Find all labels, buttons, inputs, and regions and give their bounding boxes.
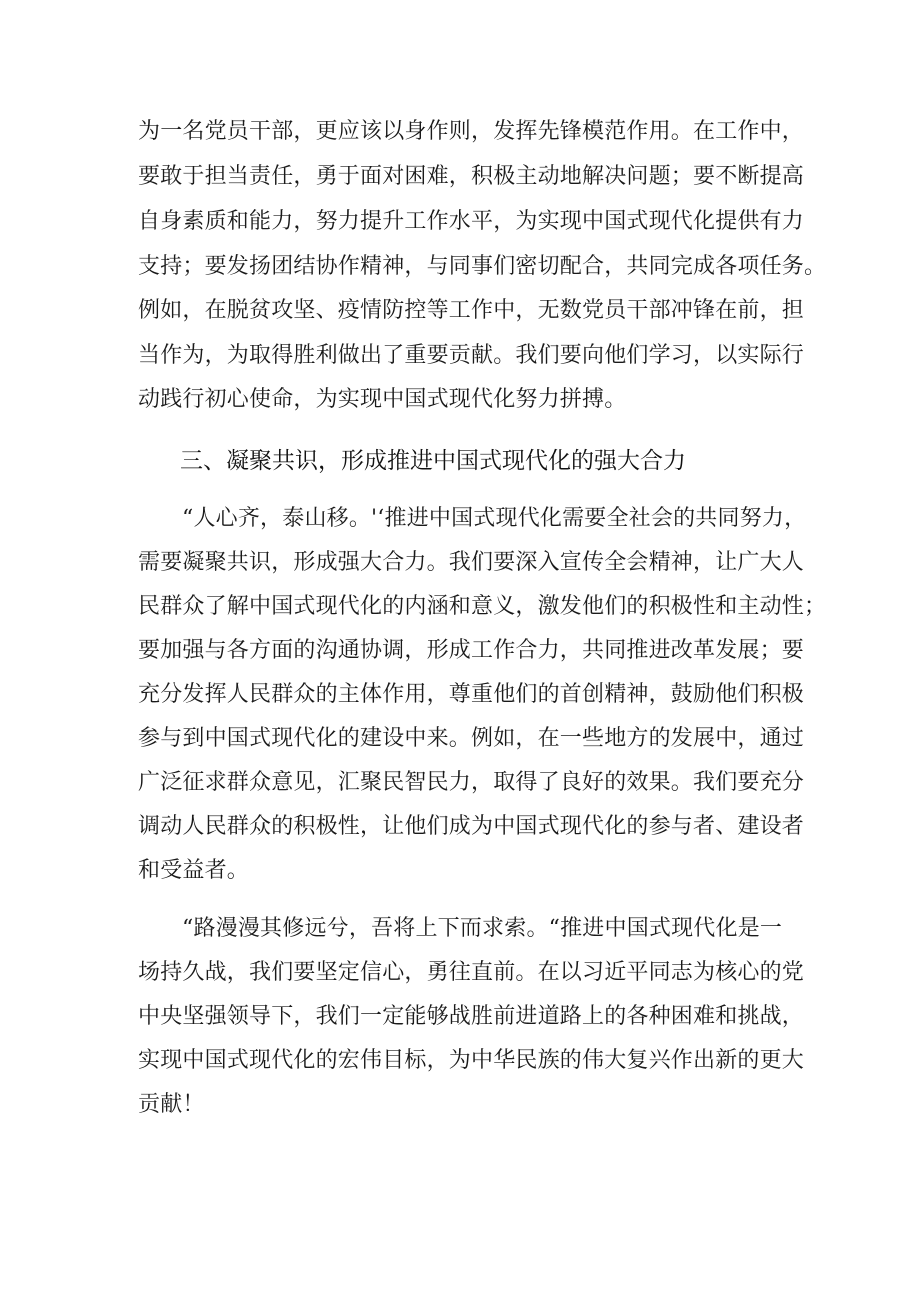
paragraph-line: 自身素质和能力，努力提升工作水平，为实现中国式现代化提供有力: [138, 209, 805, 234]
paragraph-line: 贡献！: [138, 1092, 205, 1117]
paragraph-line: 要加强与各方面的沟通协调，形成工作合力，共同推进改革发展；要: [138, 638, 805, 663]
section-heading: 三、凝聚共识，形成推进中国式现代化的强大合力: [180, 448, 686, 474]
paragraph-line: 当作为，为取得胜利做出了重要贡献。我们要向他们学习，以实际行: [138, 343, 805, 368]
paragraph-line: 支持；要发扬团结协作精神，与同事们密切配合，共同完成各项任务。: [138, 254, 827, 279]
paragraph-line: 为一名党员干部，更应该以身作则，发挥先锋模范作用。在工作中，: [138, 119, 805, 144]
paragraph-line: 调动人民群众的积极性，让他们成为中国式现代化的参与者、建设者: [138, 814, 805, 839]
paragraph-line: 充分发挥人民群众的主体作用，尊重他们的首创精神，鼓励他们积极: [138, 682, 805, 707]
paragraph-line: 实现中国式现代化的宏伟目标，为中华民族的伟大复兴作出新的更大: [138, 1048, 805, 1073]
paragraph-line: 广泛征求群众意见，汇聚民智民力，取得了良好的效果。我们要充分: [138, 770, 805, 795]
paragraph-line: 需要凝聚共识，形成强大合力。我们要深入宣传全会精神，让广大人: [138, 550, 805, 575]
paragraph-line: 和受益者。: [138, 858, 250, 883]
paragraph-line: 场持久战，我们要坚定信心，勇往直前。在以习近平同志为核心的党: [138, 960, 805, 985]
paragraph-line: 要敢于担当责任，勇于面对困难，积极主动地解决问题；要不断提高: [138, 164, 805, 189]
paragraph-line: 例如，在脱贫攻坚、疫情防控等工作中，无数党员干部冲锋在前，担: [138, 298, 805, 323]
paragraph-line: “路漫漫其修远兮，吾将上下而求索。“推进中国式现代化是一: [182, 916, 783, 941]
paragraph-line: “人心齐，泰山移。'‘推进中国式现代化需要全社会的共同努力，: [182, 506, 807, 531]
paragraph-line: 中央坚强领导下，我们一定能够战胜前进道路上的各种困难和挑战，: [138, 1004, 805, 1029]
paragraph-line: 民群众了解中国式现代化的内涵和意义，激发他们的积极性和主动性；: [138, 594, 827, 619]
paragraph-line: 参与到中国式现代化的建设中来。例如，在一些地方的发展中，通过: [138, 726, 805, 751]
paragraph-line: 动践行初心使命，为实现中国式现代化努力拼搏。: [138, 387, 627, 412]
